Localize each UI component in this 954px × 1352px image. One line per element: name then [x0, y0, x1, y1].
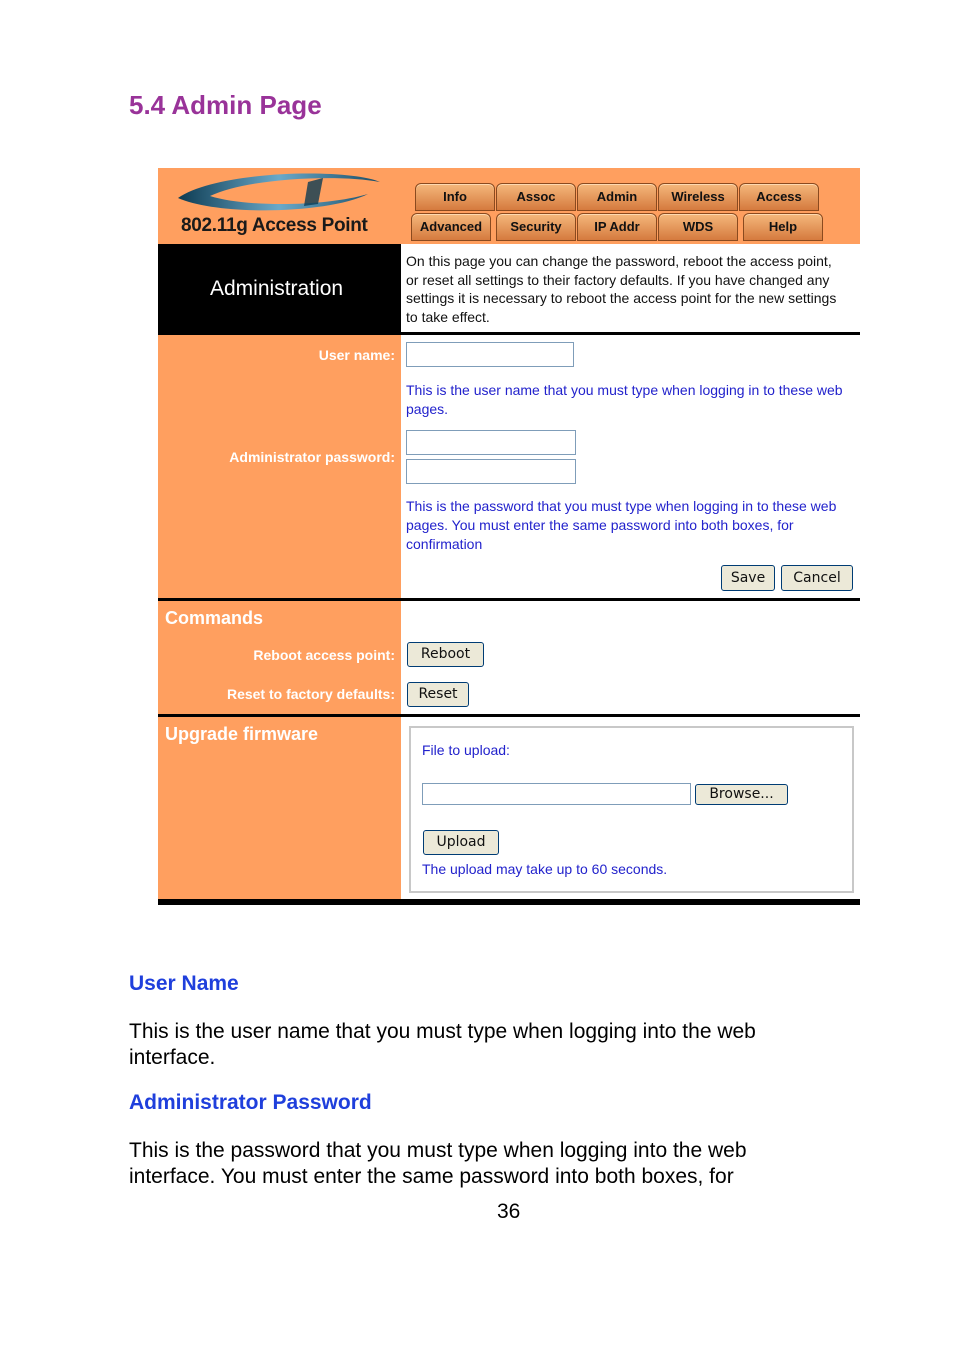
commands-heading: Commands: [165, 608, 264, 628]
reset-label: Reset to factory defaults:: [226, 686, 395, 702]
tab-access[interactable]: Access: [739, 183, 819, 211]
logo-text: 802.11g Access Point: [181, 215, 368, 236]
reboot-button[interactable]: Reboot: [407, 642, 484, 667]
bottom-border: [158, 899, 860, 905]
reboot-label: Reboot access point:: [253, 647, 395, 663]
file-path-input[interactable]: [422, 783, 691, 805]
admin-page-screenshot: [158, 168, 860, 905]
password-input[interactable]: [406, 430, 576, 455]
tab-security[interactable]: Security: [496, 213, 576, 241]
tab-assoc[interactable]: Assoc: [496, 183, 576, 211]
firmware-heading: Upgrade firmware: [165, 724, 319, 744]
browse-button[interactable]: Browse...: [695, 784, 788, 805]
administration-title: Administration: [210, 277, 344, 300]
tab-advanced[interactable]: Advanced: [411, 213, 491, 241]
file-to-upload-label: File to upload:: [422, 742, 510, 758]
administration-description: On this page you can change the password, reboot the access point, or reset all settings to their factory defaults. If you have changed any settings it is necessary to reboot the access point for the new settings to take effect.: [406, 253, 837, 326]
login-left-column: [158, 335, 401, 598]
user-name-paragraph: This is the user name that you must type when logging into the web interface.: [129, 1020, 756, 1069]
tab-wireless[interactable]: Wireless: [658, 183, 738, 211]
tab-help[interactable]: Help: [743, 213, 823, 241]
tab-info[interactable]: Info: [415, 183, 495, 211]
user-name-hint: This is the user name that you must type when logging in to these web pages.: [406, 382, 843, 417]
admin-password-paragraph: This is the password that you must type when logging into the web interface. You must enter the same password into both boxes, for: [129, 1139, 747, 1188]
user-name-label: User name:: [318, 347, 395, 363]
tab-admin[interactable]: Admin: [577, 183, 657, 211]
upload-button[interactable]: Upload: [423, 830, 499, 855]
document-title: 5.4 Admin Page: [129, 90, 322, 120]
cancel-button[interactable]: Cancel: [781, 565, 853, 591]
logo: [158, 168, 403, 244]
nav-tabs: [411, 181, 825, 243]
upload-note: The upload may take up to 60 seconds.: [422, 861, 668, 877]
admin-password-heading: Administrator Password: [129, 1091, 372, 1114]
page-number: 36: [497, 1200, 521, 1223]
user-name-input[interactable]: [406, 342, 574, 367]
tab-ip-addr[interactable]: IP Addr: [577, 213, 657, 241]
tab-wds[interactable]: WDS: [658, 213, 738, 241]
reset-button[interactable]: Reset: [407, 682, 469, 707]
save-button[interactable]: Save: [721, 565, 775, 591]
admin-password-label: Administrator password:: [229, 449, 395, 465]
user-name-heading: User Name: [129, 972, 239, 995]
password-confirm-input[interactable]: [406, 459, 576, 484]
password-hint: This is the password that you must type when logging in to these web pages. You must enter the same password into both boxes, for confirmation: [406, 498, 837, 552]
